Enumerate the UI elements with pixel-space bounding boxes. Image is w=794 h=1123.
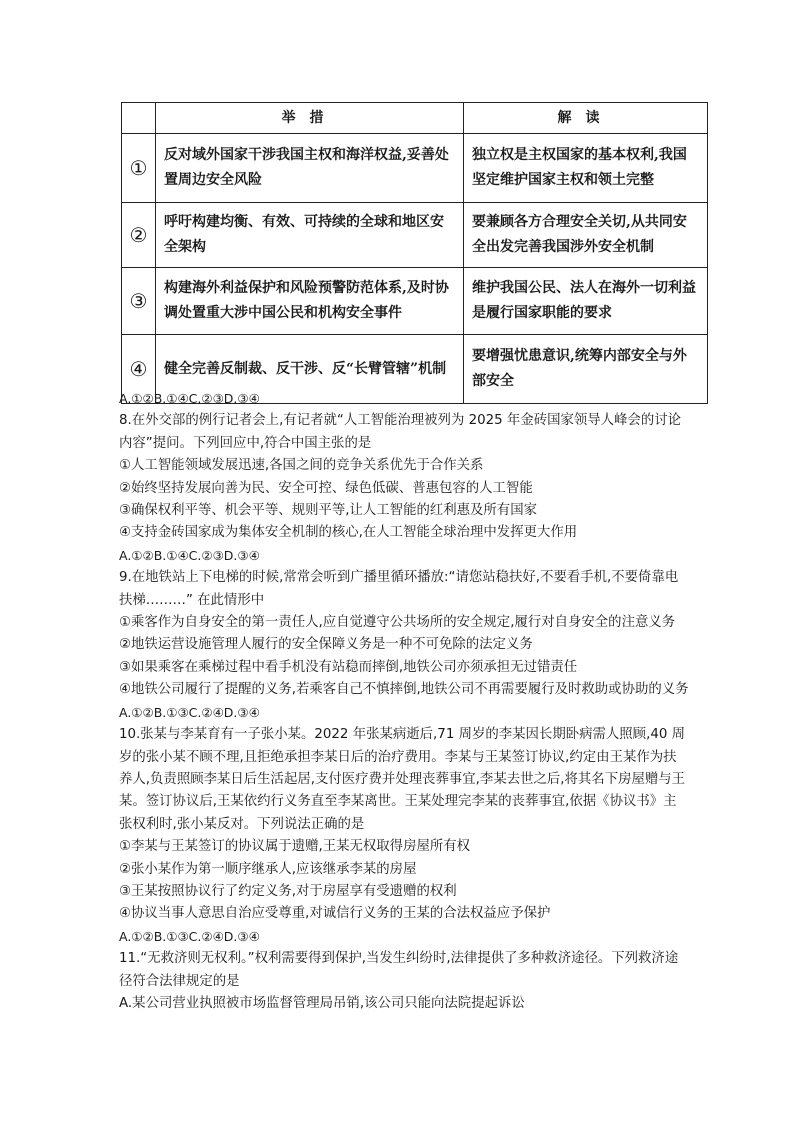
q9-item: ④地铁公司履行了提醒的义务,若乘客自己不慎摔倒,地铁公司不再需要履行及时救助或协助的义务 xyxy=(119,682,689,698)
q9-options: A.①②B.①③C.②④D.③④ xyxy=(119,704,260,720)
q8-item: ②始终坚持发展向善为民、安全可控、绿色低碳、普惠包容的人工智能 xyxy=(119,480,533,496)
row-interpretation: 维护我国公民、法人在海外一切利益是履行国家职能的要求 xyxy=(464,268,708,335)
table-row xyxy=(122,203,708,268)
row-interpretation: 要兼顾各方合理安全关切,从共同安全出发完善我国涉外安全机制 xyxy=(464,203,708,268)
table-row xyxy=(122,268,708,335)
q9-item: ①乘客作为自身安全的第一责任人,应自觉遵守公共场所的安全规定,履行对自身安全的注意义务 xyxy=(119,615,676,631)
q8-stem: 8.在外交部的例行记者会上,有记者就“人工智能治理被列为 2025 年金砖国家领导人峰会的讨论内容”提问。下列回应中,符合中国主张的是 xyxy=(119,413,682,451)
header-interpretation: 解读 xyxy=(464,103,708,134)
q8-item: ④支持金砖国家成为集体安全机制的核心,在人工智能全球治理中发挥更大作用 xyxy=(119,525,578,541)
row-measure: 健全完善反制裁、反干涉、反“长臂管辖”机制 xyxy=(156,335,464,404)
q10-item: ①李某与王某签订的协议属于遗赠,王某无权取得房屋所有权 xyxy=(119,839,471,855)
q10-stem: 10.张某与李某育有一子张小某。2022 年张某病逝后,71 周岁的李某因长期卧病需人照顾,40 周岁的张小某不顾不理,且拒绝承担李某日后的治疗费用。李某与王某签订协议,约定由王某作为扶养人,负责照顾李某日后生活起居,支付医疗费并处理丧葬事宜,李某去世之后,将其名下房屋赠与王某。签订协议后,王某依约行义务直至李某离世。王某处理完李某的丧葬事宜,依据《协议书》主张权利时,张小某反对。下列说法正确的是 xyxy=(119,727,686,832)
measures-table xyxy=(121,102,708,404)
row-measure: 呼吁构建均衡、有效、可持续的全球和地区安全架构 xyxy=(156,203,464,268)
q8-item: ①人工智能领域发展迅速,各国之间的竞争关系优先于合作关系 xyxy=(119,458,484,474)
table-row xyxy=(122,134,708,203)
table-header-row xyxy=(122,103,708,134)
row-measure: 反对域外国家干涉我国主权和海洋权益,妥善处置周边安全风险 xyxy=(156,134,464,203)
q7-options: A.①②B.①④C.②③D.③④ xyxy=(119,391,260,406)
q10-item: ④协议当事人意思自治应受尊重,对诚信行义务的王某的合法权益应予保护 xyxy=(119,906,551,922)
question-body xyxy=(119,388,689,1015)
q11-stem: 11.“无救济则无权利。”权利需要得到保护,当发生纠纷时,法律提供了多种救济途径。下列救济途径符合法律规定的是 xyxy=(119,951,679,989)
row-number: ④ xyxy=(122,335,156,404)
row-number: ③ xyxy=(122,268,156,335)
header-measure: 举措 xyxy=(156,103,464,134)
q10-options: A.①②B.①③C.②④D.③④ xyxy=(119,928,260,944)
q9-item: ③如果乘客在乘梯过程中看手机没有站稳而摔倒,地铁公司亦须承担无过错责任 xyxy=(119,659,578,675)
row-interpretation: 独立权是主权国家的基本权利,我国坚定维护国家主权和领土完整 xyxy=(464,134,708,203)
q10-item: ③王某按照协议行了约定义务,对于房屋享有受遗赠的权利 xyxy=(119,883,457,899)
row-number: ② xyxy=(122,203,156,268)
q8-item: ③确保权利平等、机会平等、规则平等,让人工智能的红利惠及所有国家 xyxy=(119,503,537,519)
row-interpretation: 要增强忧患意识,统筹内部安全与外部安全 xyxy=(464,335,708,404)
q8-options: A.①②B.①④C.②③D.③④ xyxy=(119,547,260,563)
q9-item: ②地铁运营设施管理人履行的安全保障义务是一种不可免除的法定义务 xyxy=(119,637,533,653)
q9-stem: 9.在地铁站上下电梯的时候,常常会听到广播里循环播放:“请您站稳扶好,不要看手机,不要倚靠电扶梯………” 在此情形中 xyxy=(119,570,679,608)
q11-option-a: A.某公司营业执照被市场监督管理局吊销,该公司只能向法院提起诉讼 xyxy=(119,995,525,1011)
row-number: ① xyxy=(122,134,156,203)
row-measure: 构建海外利益保护和风险预警防范体系,及时协调处置重大涉中国公民和机构安全事件 xyxy=(156,268,464,335)
header-blank xyxy=(122,103,156,134)
q10-item: ②张小某作为第一顺序继承人,应该继承李某的房屋 xyxy=(119,861,417,877)
